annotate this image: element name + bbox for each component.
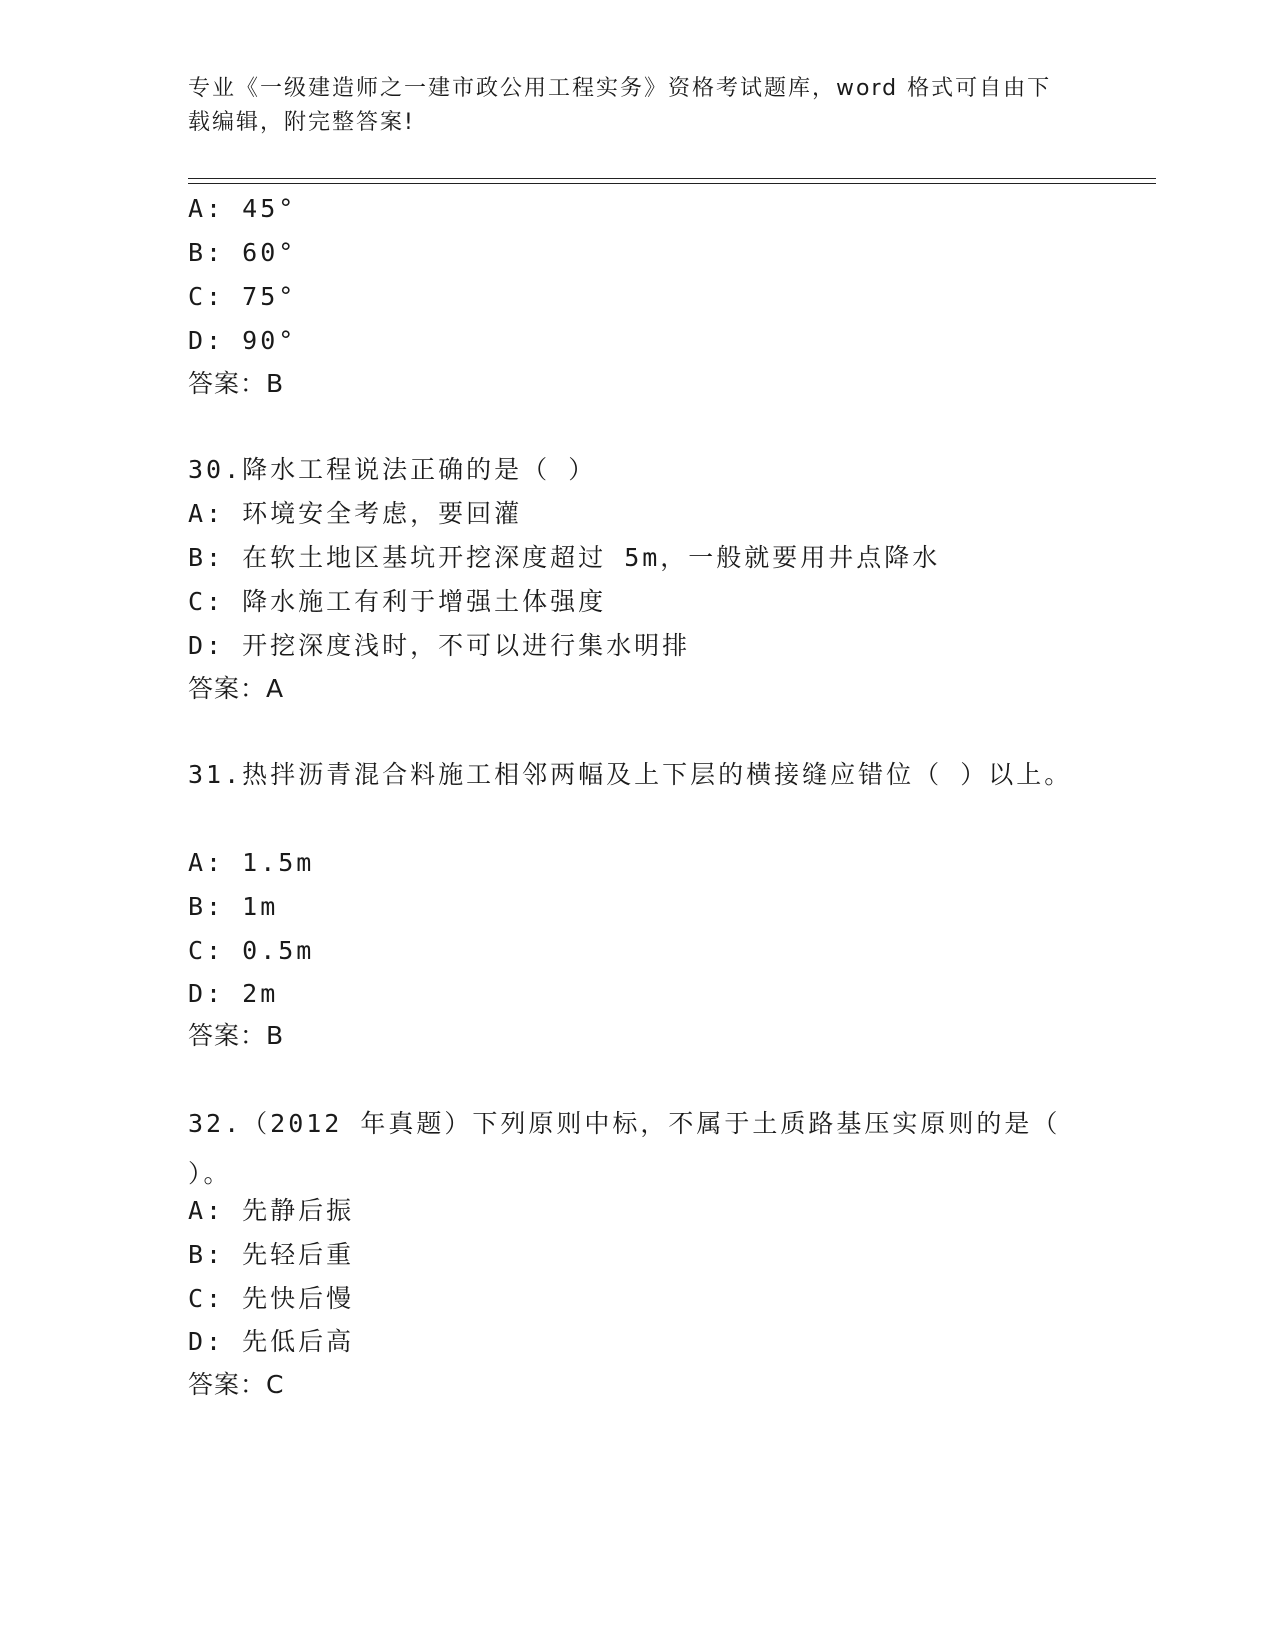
- q32-option-a: A: 先静后振: [188, 1196, 355, 1225]
- q30-option-b: B: 在软土地区基坑开挖深度超过 5m，一般就要用井点降水: [188, 543, 941, 572]
- header-divider-top: [188, 178, 1156, 179]
- q29-option-b: B: 60°: [188, 238, 297, 267]
- q31-option-a: A: 1.5m: [188, 848, 315, 877]
- q30-option-d: D: 开挖深度浅时，不可以进行集水明排: [188, 631, 691, 660]
- q31-option-d: D: 2m: [188, 979, 279, 1008]
- q30-option-a: A: 环境安全考虑，要回灌: [188, 499, 523, 528]
- q32-option-c: C: 先快后慢: [188, 1284, 355, 1313]
- q32-option-d: D: 先低后高: [188, 1327, 355, 1356]
- q32-answer: 答案：C: [188, 1370, 285, 1399]
- document-header: 专业《一级建造师之一建市政公用工程实务》资格考试题库，word 格式可自由下载编辑，附完整答案!: [188, 76, 1052, 135]
- q29-answer: 答案：B: [188, 369, 285, 398]
- q29-option-a: A: 45°: [188, 194, 297, 223]
- q32-stem: 32.（2012 年真题）下列原则中标，不属于土质路基压实原则的是（ ）。: [188, 1109, 1061, 1188]
- q32-option-b: B: 先轻后重: [188, 1240, 355, 1269]
- q29-option-c: C: 75°: [188, 282, 297, 311]
- q31-option-c: C: 0.5m: [188, 936, 315, 965]
- q30-answer: 答案：A: [188, 674, 285, 703]
- q29-option-d: D: 90°: [188, 326, 297, 355]
- header-divider-bottom: [188, 183, 1156, 184]
- q30-option-c: C: 降水施工有利于增强土体强度: [188, 587, 607, 616]
- q31-answer: 答案：B: [188, 1021, 285, 1050]
- q30-stem: 30.降水工程说法正确的是（ ）: [188, 455, 597, 484]
- q31-option-b: B: 1m: [188, 892, 279, 921]
- q31-stem: 31.热拌沥青混合料施工相邻两幅及上下层的横接缝应错位（ ）以上。: [188, 760, 1073, 789]
